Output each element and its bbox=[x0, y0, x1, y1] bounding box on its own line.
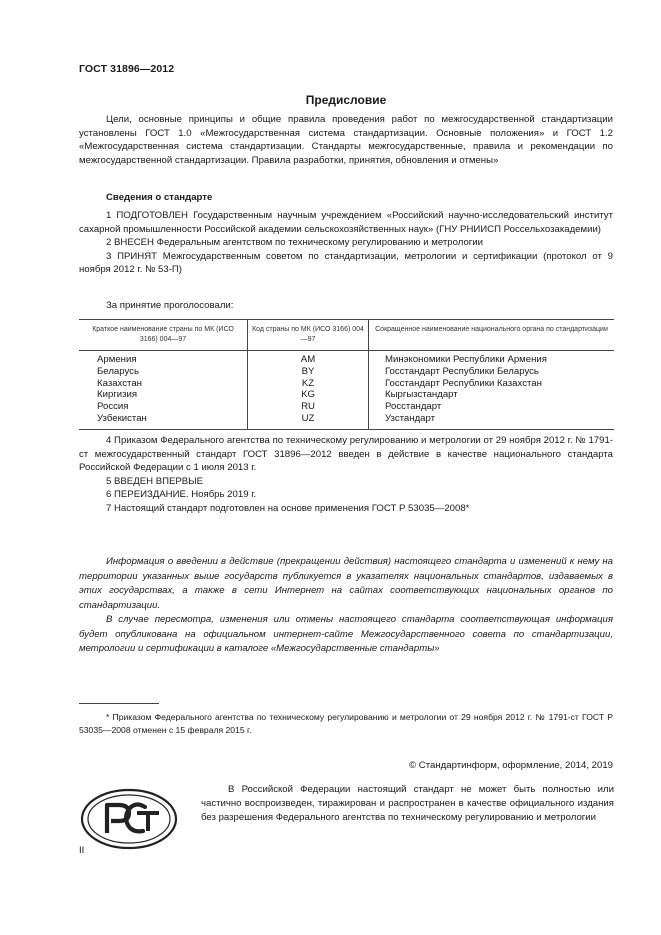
country-code: RU bbox=[248, 401, 369, 413]
table-row bbox=[79, 366, 614, 378]
item-7: 7 Настоящий стандарт подготовлен на основе применения ГОСТ Р 53035—2008* bbox=[106, 502, 470, 514]
standards-body: Узстандарт bbox=[369, 413, 615, 429]
table-header-row bbox=[79, 320, 614, 351]
country-code: AM bbox=[248, 351, 369, 366]
country-code: KG bbox=[248, 389, 369, 401]
standard-info-heading: Сведения о стандарте bbox=[106, 192, 213, 203]
items-bottom-list bbox=[79, 434, 613, 516]
footnote-text: * Приказом Федерального агентства по техническому регулированию и метрологии от 29 ноября 2012 г. № 1791-ст ГОСТ Р 53035—2008 отменен с 15 февраля 2015 г. bbox=[79, 712, 613, 735]
page-title: Предисловие bbox=[305, 93, 387, 107]
country-name: Казахстан bbox=[97, 377, 142, 389]
vote-label: За принятие проголосовали: bbox=[106, 300, 234, 311]
item-2: 2 ВНЕСЕН Федеральным агентством по техническому регулированию и метрологии bbox=[106, 237, 484, 249]
rights-notice-text: В Российской Федерации настоящий стандарт не может быть полностью или частично воспроизведен, тиражирован и распространен в качестве официального издания без разрешения Федерального агентства по техническому регулированию и метрологии bbox=[201, 784, 614, 823]
country-name: Беларусь bbox=[97, 365, 139, 377]
country-name: Россия bbox=[97, 401, 129, 413]
items-top-list bbox=[79, 209, 613, 277]
country-code: KZ bbox=[248, 378, 369, 390]
copyright-line: © Стандартинформ, оформление, 2014, 2019 bbox=[409, 760, 613, 771]
intro-paragraph: Цели, основные принципы и общие правила проведения работ по межгосударственной стандартизации установлены ГОСТ 1.0 «Межгосударственная система стандартизации. Основные положения» и ГОСТ 1.2 «Межгосударственная система стандартизации. Стандарты межгосударственные, правила и рекомендации по межгосударственной стандартизации. Правила разработки, принятия, обновления и отмены» bbox=[79, 114, 613, 166]
standards-body: Росстандарт bbox=[369, 401, 615, 413]
standards-body: Госстандарт Республики Казахстан bbox=[369, 378, 615, 390]
info-note: Информация о введении в действие (прекращении действия) настоящего стандарта и изменений к нему на территории указанных выше государств публикуется в указателях национальных стандартов, издаваемых в этих государствах, а также в сети Интернет на сайтах соответствующих национальных органов по стандартизации. bbox=[79, 556, 613, 611]
country-name: Армения bbox=[97, 354, 137, 365]
table-row bbox=[79, 389, 614, 401]
item-4: 4 Приказом Федерального агентства по техническому регулированию и метрологии от 29 ноября 2012 г. № 1791-ст межгосударственный стандарт ГОСТ 31896—2012 введен в действие в качестве национального стандарта Российской Федерации с 1 июля 2013 г. bbox=[79, 435, 613, 474]
rights-notice bbox=[201, 783, 614, 824]
standards-body: Кыргызстандарт bbox=[369, 389, 615, 401]
country-name: Узбекистан bbox=[79, 413, 248, 429]
footnote-divider bbox=[79, 703, 159, 704]
table-header-code: Код страны по МК (ИСО 3166) 004—97 bbox=[248, 320, 369, 351]
table-row bbox=[79, 413, 614, 429]
info-note: В случае пересмотра, изменения или отмены настоящего стандарта соответствующая информация будет опубликована на официальном интернет-сайте Межгосударственного совета по стандартизации, метрологии и сертификации в каталоге «Межгосударственные стандарты» bbox=[79, 614, 613, 654]
footnote bbox=[79, 711, 613, 736]
item-3: 3 ПРИНЯТ Межгосударственным советом по стандартизации, метрологии и сертификации (протокол от 9 ноября 2012 г. № 53-П) bbox=[79, 250, 613, 276]
item-6: 6 ПЕРЕИЗДАНИЕ. Ноябрь 2019 г. bbox=[106, 489, 257, 501]
info-notes bbox=[79, 555, 613, 657]
table-row bbox=[79, 401, 614, 413]
country-name: Киргизия bbox=[97, 389, 138, 401]
intro-section bbox=[79, 113, 613, 167]
table-row bbox=[79, 351, 614, 366]
standards-body: Минэкономики Республики Армения bbox=[369, 351, 615, 366]
table-row bbox=[79, 378, 614, 390]
standards-body: Госстандарт Республики Беларусь bbox=[369, 366, 615, 378]
country-code: UZ bbox=[248, 413, 369, 429]
table-header-country: Краткое наименование страны по МК (ИСО 3166) 004—97 bbox=[79, 320, 248, 351]
item-5: 5 ВВЕДЕН ВПЕРВЫЕ bbox=[106, 475, 204, 487]
rst-gost-mark-icon bbox=[79, 787, 179, 851]
item-1: 1 ПОДГОТОВЛЕН Государственным научным учреждением «Российский научно-исследовательский институт сахарной промышленности Российской академии сельскохозяйственных наук» (ГНУ РНИИСП Россельхозакадемии) bbox=[79, 210, 613, 235]
countries-table bbox=[79, 319, 614, 430]
page-number: II bbox=[79, 845, 85, 856]
document-code-header: ГОСТ 31896—2012 bbox=[79, 63, 175, 75]
table-header-body: Сокращенное наименование национального органа по стандартизации bbox=[369, 320, 615, 351]
country-code: BY bbox=[248, 366, 369, 378]
